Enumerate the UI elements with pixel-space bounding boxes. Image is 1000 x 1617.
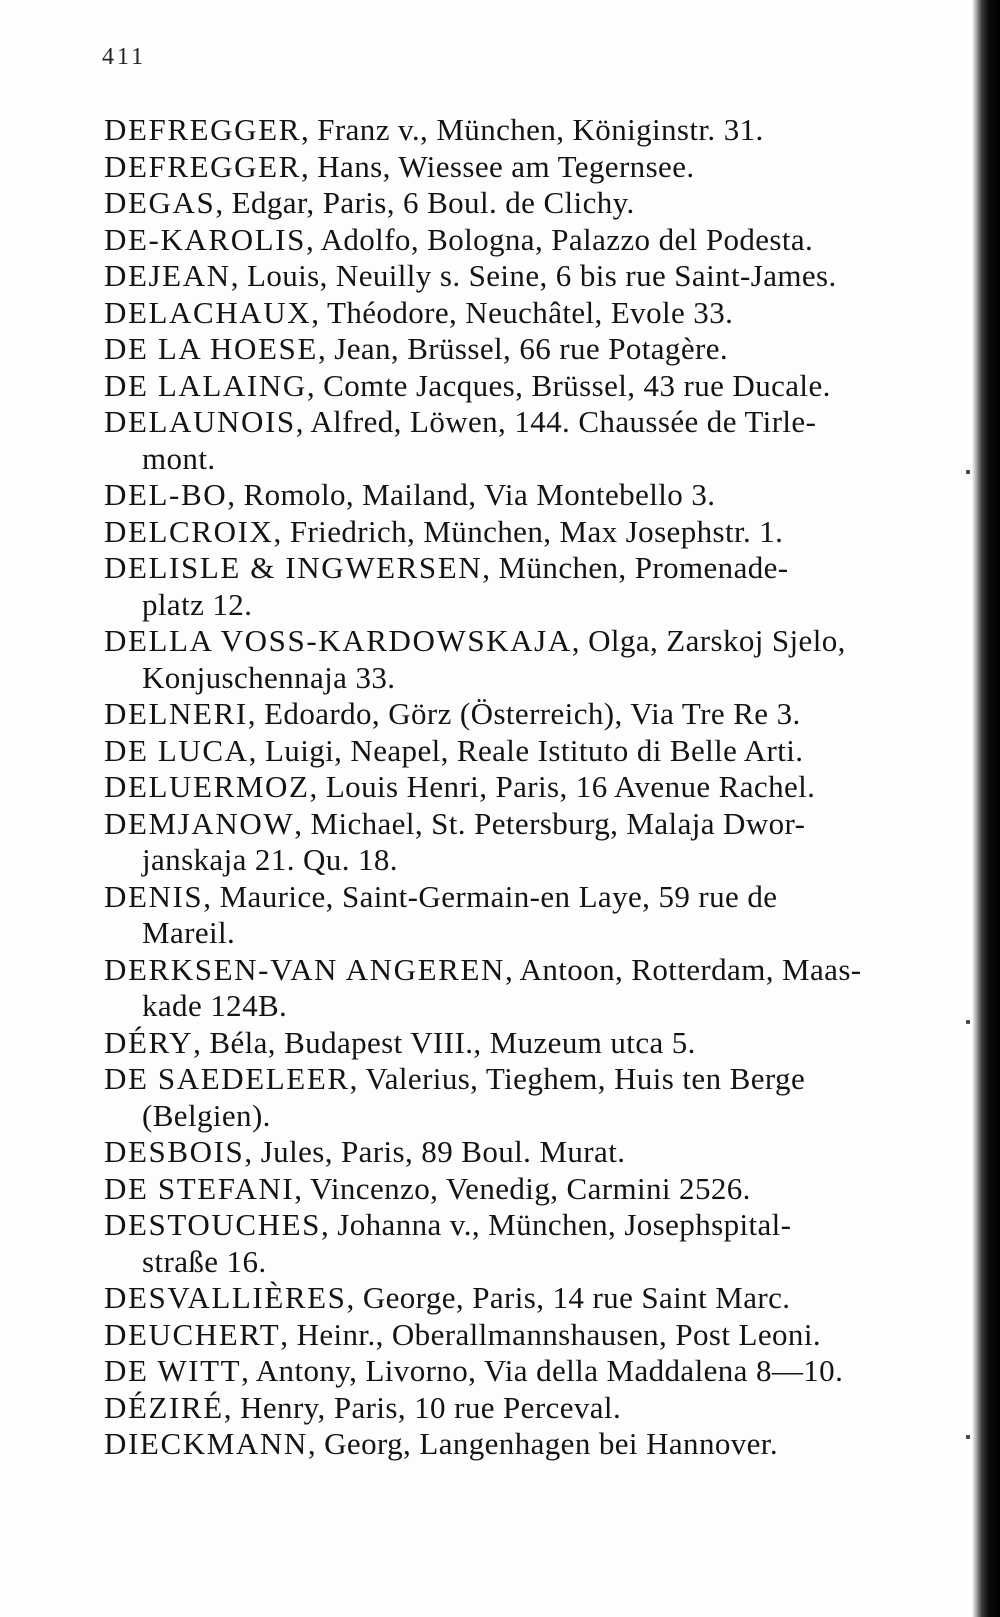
entry-name: DIECKMANN <box>104 1426 308 1461</box>
entry-details: , Olga, Zarskoj Sjelo, <box>571 623 846 658</box>
entry-name: DENIS <box>104 878 204 914</box>
entry-details: , Georg, Langenhagen bei Hannover. <box>307 1426 778 1461</box>
directory-entry <box>104 1390 924 1427</box>
entry-name: DE SAEDELEER <box>104 1061 350 1096</box>
directory-entry <box>104 1353 924 1390</box>
entry-details: , Heinr., Oberallmannshausen, Post Leoni. <box>280 1316 821 1352</box>
directory-list <box>104 112 924 1463</box>
directory-entry <box>104 1280 924 1317</box>
directory-entry <box>104 331 924 368</box>
entry-name: DEMJANOW <box>104 805 295 841</box>
directory-entry <box>104 623 924 696</box>
directory-entry <box>104 550 924 623</box>
entry-details: , Michael, St. Petersburg, Malaja Dwor- <box>294 805 806 841</box>
entry-name: DELLA VOSS-KARDOWSKAJA <box>104 623 572 658</box>
directory-entry <box>104 258 924 295</box>
entry-details: , Louis, Neuilly s. Seine, 6 bis rue Saint-James. <box>230 258 837 293</box>
directory-entry <box>104 1061 924 1134</box>
entry-name: DESBOIS <box>104 1134 245 1169</box>
entry-details: , George, Paris, 14 rue Saint Marc. <box>346 1280 791 1315</box>
entry-name: DELNERI <box>104 696 248 731</box>
directory-entry <box>104 1426 924 1463</box>
entry-details: , Friedrich, München, Max Josephstr. 1. <box>273 513 784 549</box>
entry-details: , Maurice, Saint-Germain-en Laye, 59 rue de <box>203 878 778 914</box>
entry-continuation: kade 124B. <box>142 988 288 1023</box>
entry-details: , Hans, Wiessee am Tegernsee. <box>300 148 695 184</box>
entry-name: DERKSEN-VAN ANGEREN <box>104 951 505 987</box>
entry-details: , Antony, Livorno, Via della Maddalena 8—10. <box>241 1353 844 1388</box>
directory-entry <box>104 112 924 149</box>
entry-name: DE-KAROLIS <box>104 221 306 257</box>
entry-name: DEFREGGER <box>104 148 301 184</box>
entry-details: , Jean, Brüssel, 66 rue Potagère. <box>317 331 729 366</box>
entry-details: , Edgar, Paris, 6 Boul. de Clichy. <box>215 185 635 220</box>
scan-speck <box>966 1435 970 1439</box>
directory-entry <box>104 769 924 806</box>
directory-entry <box>104 879 924 952</box>
entry-name: DELAUNOIS <box>104 404 296 439</box>
entry-name: DEUCHERT <box>104 1316 281 1352</box>
entry-name: DE STEFANI <box>104 1170 295 1206</box>
entry-name: DELCROIX <box>104 513 274 549</box>
entry-name: DE LA HOESE <box>104 331 318 366</box>
entry-continuation: mont. <box>142 440 216 476</box>
entry-name: DÉZIRÉ <box>104 1389 224 1425</box>
entry-details: , Henry, Paris, 10 rue Perceval. <box>223 1389 622 1425</box>
directory-entry <box>104 295 924 332</box>
entry-name: DELACHAUX <box>104 294 312 330</box>
entry-name: DÉRY <box>104 1024 194 1060</box>
entry-name: DEL-BO <box>104 477 228 512</box>
directory-entry <box>104 185 924 222</box>
entry-details: , Antoon, Rotterdam, Maas- <box>504 951 862 987</box>
entry-name: DEFREGGER <box>104 112 301 147</box>
directory-entry <box>104 1317 924 1354</box>
entry-name: DELUERMOZ <box>104 769 310 804</box>
directory-entry <box>104 733 924 770</box>
entry-details: , Comte Jacques, Brüssel, 43 rue Ducale. <box>306 367 831 403</box>
entry-details: , Béla, Budapest VIII., Muzeum utca 5. <box>193 1024 696 1060</box>
entry-details: , Luigi, Neapel, Reale Istituto di Belle Arti. <box>248 732 804 768</box>
entry-continuation: (Belgien). <box>142 1097 271 1133</box>
directory-entry <box>104 404 924 477</box>
entry-continuation: platz 12. <box>142 586 253 622</box>
directory-entry <box>104 952 924 1025</box>
entry-details: , Théodore, Neuchâtel, Evole 33. <box>311 294 734 330</box>
directory-entry <box>104 1025 924 1062</box>
entry-name: DE LUCA <box>104 732 249 768</box>
directory-entry <box>104 514 924 551</box>
directory-entry <box>104 806 924 879</box>
directory-entry <box>104 1134 924 1171</box>
entry-details: , Franz v., München, Königinstr. 31. <box>300 112 764 147</box>
entry-name: DELISLE & INGWERSEN <box>104 550 483 585</box>
scan-speck <box>966 470 970 474</box>
entry-details: , Edoardo, Görz (Österreich), Via Tre Re 3. <box>247 696 801 731</box>
directory-entry <box>104 696 924 733</box>
entry-name: DESTOUCHES <box>104 1207 321 1242</box>
directory-entry <box>104 477 924 514</box>
entry-details: , Alfred, Löwen, 144. Chaussée de Tirle- <box>295 404 817 439</box>
entry-name: DE LALAING <box>104 367 307 403</box>
entry-details: , Vincenzo, Venedig, Carmini 2526. <box>294 1170 751 1206</box>
page-number: 411 <box>102 44 147 70</box>
directory-entry <box>104 1207 924 1280</box>
entry-name: DEJEAN <box>104 258 231 293</box>
entry-continuation: Konjuschennaja 33. <box>142 659 396 695</box>
directory-entry <box>104 1171 924 1208</box>
entry-details: , Adolfo, Bologna, Palazzo del Podesta. <box>306 221 814 257</box>
entry-name: DESVALLIÈRES <box>104 1280 347 1315</box>
entry-name: DEGAS <box>104 185 216 220</box>
entry-continuation: straße 16. <box>142 1243 267 1279</box>
entry-details: , Louis Henri, Paris, 16 Avenue Rachel. <box>309 769 816 804</box>
directory-entry <box>104 222 924 259</box>
scan-edge <box>972 0 1000 1617</box>
entry-continuation: Mareil. <box>142 915 236 950</box>
entry-details: , Valerius, Tieghem, Huis ten Berge <box>349 1061 806 1096</box>
directory-entry <box>104 368 924 405</box>
entry-details: , Romolo, Mailand, Via Montebello 3. <box>227 477 716 512</box>
entry-details: , München, Promenade- <box>482 550 789 585</box>
entry-name: DE WITT <box>104 1353 242 1388</box>
entry-details: , Johanna v., München, Josephspital- <box>320 1207 792 1242</box>
entry-continuation: janskaja 21. Qu. 18. <box>142 842 398 877</box>
entry-details: , Jules, Paris, 89 Boul. Murat. <box>244 1134 626 1169</box>
scan-speck <box>966 1020 970 1024</box>
directory-entry <box>104 149 924 186</box>
